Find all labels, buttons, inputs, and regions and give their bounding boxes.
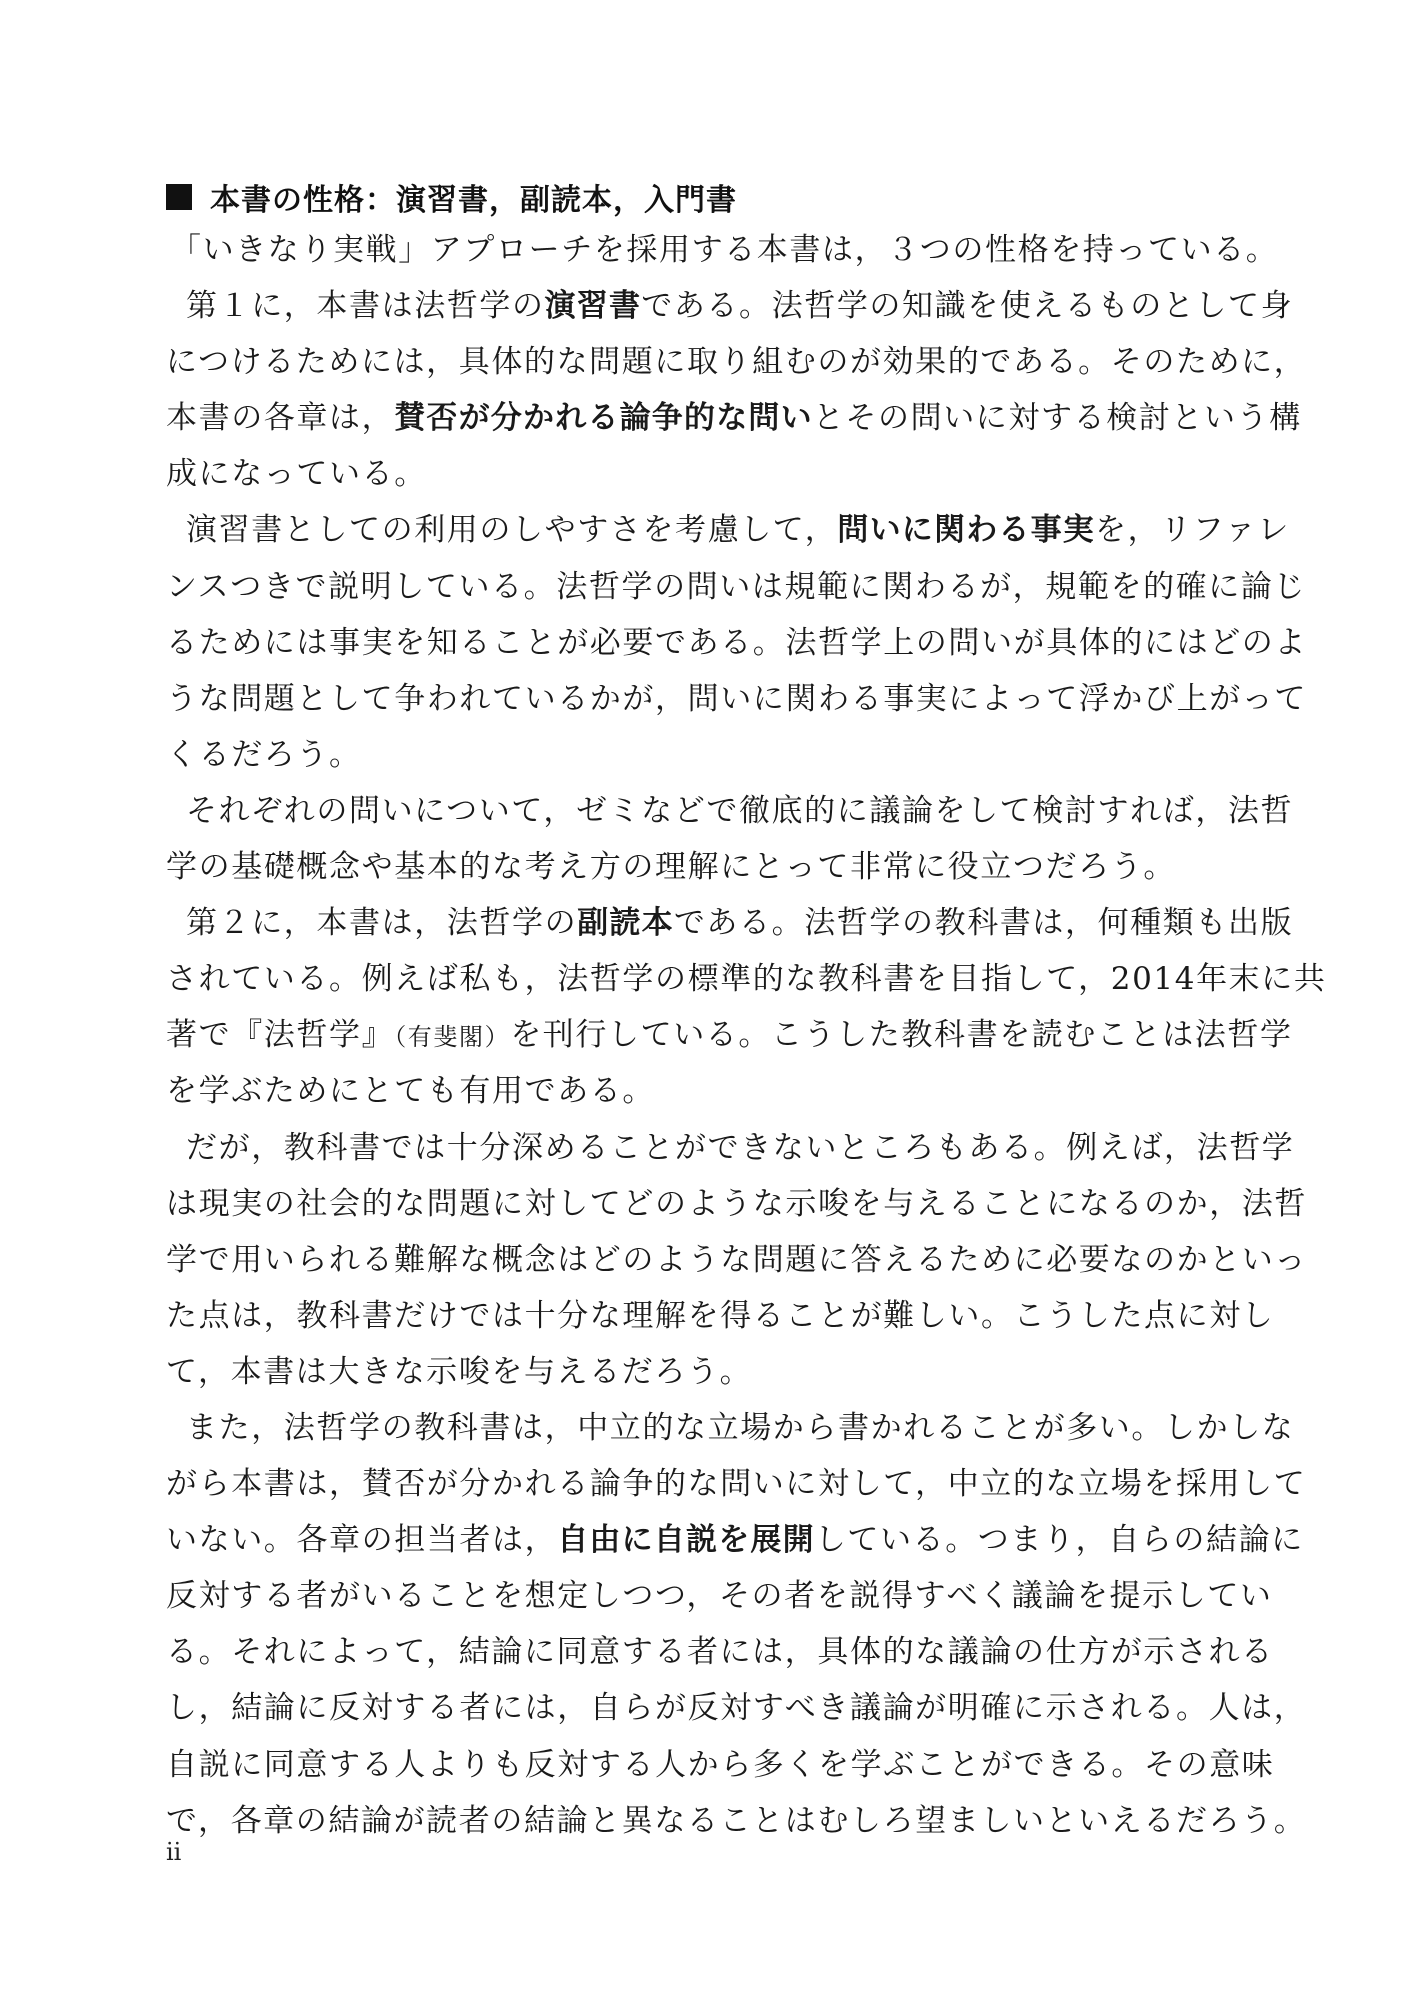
text-run: 成になっている。 bbox=[166, 456, 427, 493]
heading-square-marker bbox=[166, 184, 192, 210]
text-run: だが，教科書では十分深めることができないところもある。例えば，法哲学 bbox=[186, 1129, 1295, 1166]
text-line bbox=[166, 446, 1230, 502]
text-run: 自説に同意する人よりも反対する人から多くを学ぶことができる。その意味 bbox=[166, 1746, 1275, 1783]
text-run: うな問題として争われているかが，問いに関わる事実によって浮かび上がって bbox=[166, 680, 1307, 717]
text-line bbox=[166, 278, 1294, 334]
text-run: て，本書は大きな示唆を与えるだろう。 bbox=[166, 1353, 753, 1390]
text-run: し，結論に反対する者には，自らが反対すべき議論が明確に示される。人は， bbox=[166, 1690, 1307, 1727]
section-heading-text: 本書の性格：演習書，副読本，入門書 bbox=[210, 183, 737, 218]
text-run: 反対する者がいることを想定しつつ，その者を説得すべく議論を提示してい bbox=[166, 1578, 1273, 1615]
text-run: で，各章の結論が読者の結論と異なることはむしろ望ましいといえるだろう。 bbox=[166, 1802, 1307, 1839]
text-run: ンスつきで説明している。法哲学の問いは規範に関わるが，規範を的確に論じ bbox=[166, 568, 1307, 605]
text-line bbox=[166, 1232, 1307, 1288]
text-line bbox=[166, 615, 1307, 671]
body-text bbox=[166, 222, 1327, 1849]
emphasized-text: 自由に自説を展開 bbox=[557, 1522, 815, 1559]
text-run: とその問いに対する検討という構 bbox=[812, 400, 1302, 437]
text-line bbox=[166, 1176, 1307, 1232]
text-run: いない。各章の担当者は， bbox=[166, 1522, 558, 1559]
text-run: た点は，教科書だけでは十分な理解を得ることが難しい。こうした点に対し bbox=[166, 1297, 1275, 1334]
text-run: を刊行している。こうした教科書を読むことは法哲学 bbox=[510, 1017, 1293, 1054]
text-run: を，リファレ bbox=[1095, 512, 1290, 549]
text-run: されている。例えば私も，法哲学の標準的な教科書を目指して，2014年末に共 bbox=[166, 961, 1327, 998]
page-number: ii bbox=[166, 1838, 182, 1866]
text-line bbox=[166, 727, 1230, 783]
text-line bbox=[166, 559, 1307, 615]
text-run: 学で用いられる難解な概念はどのような問題に答えるために必要なのかといっ bbox=[166, 1241, 1307, 1278]
text-line bbox=[166, 951, 1327, 1007]
text-run: 「いきなり実戦」アプローチを採用する本書は，３つの性格を持っている。 bbox=[170, 232, 1279, 268]
text-run: るためには事実を知ることが必要である。法哲学上の問いが具体的にはどのよ bbox=[166, 624, 1307, 661]
text-run: である。法哲学の教科書は，何種類も出版 bbox=[673, 905, 1294, 942]
emphasized-text: 演習書 bbox=[544, 288, 642, 325]
text-line bbox=[166, 502, 1290, 558]
text-line bbox=[166, 1680, 1307, 1736]
text-line bbox=[166, 895, 1294, 951]
text-run: 学の基礎概念や基本的な考え方の理解にとって非常に役立つだろう。 bbox=[166, 849, 1176, 886]
text-line bbox=[166, 1793, 1307, 1849]
emphasized-text: 問いに関わる事実 bbox=[837, 512, 1095, 549]
text-line bbox=[166, 390, 1302, 446]
text-line bbox=[166, 839, 1230, 895]
section-heading bbox=[166, 177, 737, 217]
text-line bbox=[166, 1400, 1295, 1456]
emphasized-text: 副読本 bbox=[577, 905, 674, 942]
text-run: 第２に，本書は，法哲学の bbox=[186, 905, 578, 942]
text-run: は現実の社会的な問題に対してどのような示唆を与えることになるのか，法哲 bbox=[166, 1185, 1307, 1222]
text-run: 第１に，本書は法哲学の bbox=[186, 288, 545, 325]
text-line bbox=[166, 1007, 1293, 1063]
text-line bbox=[166, 1063, 1230, 1119]
text-run: を学ぶためにとても有用である。 bbox=[166, 1073, 655, 1110]
text-run: 演習書としての利用のしやすさを考慮して， bbox=[186, 512, 838, 549]
text-run: である。法哲学の知識を使えるものとして身 bbox=[641, 288, 1294, 325]
text-run: 著で『法哲学』 bbox=[166, 1017, 395, 1054]
text-run: それぞれの問いについて，ゼミなどで徹底的に議論をして検討すれば，法哲 bbox=[186, 792, 1294, 829]
text-run: している。つまり，自らの結論に bbox=[814, 1522, 1304, 1559]
emphasized-text: 賛否が分かれる論争的な問い bbox=[394, 400, 813, 437]
text-line bbox=[166, 1737, 1275, 1793]
text-line bbox=[166, 1456, 1307, 1512]
text-line bbox=[166, 222, 1279, 278]
text-line bbox=[166, 1512, 1304, 1568]
text-run: また，法哲学の教科書は，中立的な立場から書かれることが多い。しかしな bbox=[186, 1409, 1295, 1446]
text-run: につけるためには，具体的な問題に取り組むのが効果的である。そのために， bbox=[166, 344, 1307, 381]
text-line bbox=[166, 1288, 1275, 1344]
text-line bbox=[166, 783, 1294, 839]
text-line bbox=[166, 334, 1307, 390]
text-run: る。それによって，結論に同意する者には，具体的な議論の仕方が示される bbox=[166, 1634, 1274, 1671]
text-run: 本書の各章は， bbox=[166, 400, 395, 437]
text-line bbox=[166, 1120, 1295, 1176]
text-line bbox=[166, 1568, 1273, 1624]
text-line bbox=[166, 1344, 1230, 1400]
text-run: がら本書は，賛否が分かれる論争的な問いに対して，中立的な立場を採用して bbox=[166, 1466, 1307, 1503]
small-text: （有斐閣） bbox=[394, 1023, 511, 1052]
text-line bbox=[166, 1624, 1274, 1680]
text-line bbox=[166, 671, 1307, 727]
text-run: くるだろう。 bbox=[166, 736, 362, 773]
